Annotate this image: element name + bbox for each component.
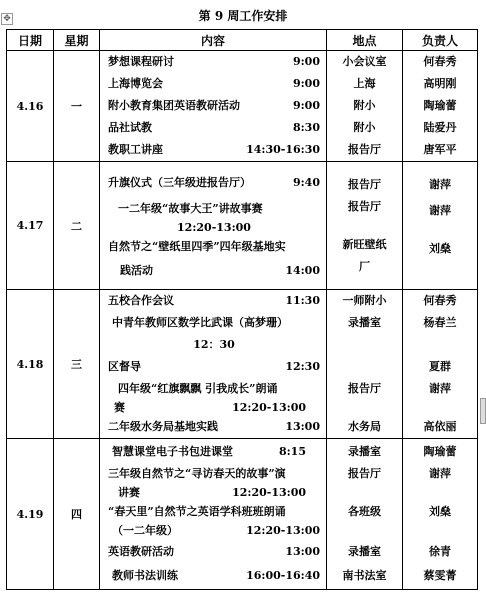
- header-place: 地点: [327, 30, 403, 51]
- list-item: 赛 12:20-13:00: [114, 401, 306, 414]
- list-item: 教师书法训练 16:00-16:40: [112, 569, 320, 582]
- list-item: “春天里”自然节之英语学科班班朗诵: [108, 505, 286, 518]
- list-item: 三年级自然节之“寻访春天的故事”演: [108, 467, 286, 480]
- list-item: 二年级水务局基地实践 13:00: [108, 420, 320, 433]
- schedule-table: [6, 29, 478, 590]
- person-cell: 谢萍 谢萍 刘燊: [403, 162, 478, 290]
- list-item: 四年级“红旗飘飘 引我成长”朗诵: [118, 382, 278, 395]
- content-cell: [100, 162, 327, 290]
- day-row-4-16: [7, 51, 478, 162]
- day-row-4-17: [7, 162, 478, 290]
- list-item: 12:20-13:00: [177, 220, 251, 234]
- weekday-cell: 三: [54, 290, 100, 439]
- list-item: 品社试教 8:30: [108, 121, 320, 134]
- header-person: 负责人: [403, 30, 478, 51]
- list-item: 12：30: [193, 338, 235, 351]
- date-cell: 4.19: [7, 439, 54, 590]
- place-cell: 小会议室 上海 附小 附小 报告厅: [327, 51, 403, 162]
- side-resize-handle[interactable]: [480, 398, 486, 424]
- header-weekday: 星期: [54, 30, 100, 51]
- list-item: 升旗仪式（三年级进报告厅） 9:40: [108, 175, 320, 189]
- person-cell: 陶瑜蕾 谢萍 刘燊 徐青 蔡雯菁: [403, 439, 478, 590]
- list-item: 智慧课堂电子书包进课堂 8:15: [112, 445, 306, 458]
- header-row: [7, 30, 478, 51]
- list-item: 践活动 14:00: [120, 263, 320, 277]
- content-cell: [100, 290, 327, 439]
- date-cell: 4.16: [7, 51, 54, 162]
- list-item: 英语教研活动 13:00: [108, 545, 320, 558]
- person-cell: 何春秀 杨春兰 夏群 谢萍 高依丽: [403, 290, 478, 439]
- list-item: 梦想课程研讨 9:00: [108, 55, 320, 68]
- list-item: 教职工讲座 14:30-16:30: [108, 143, 320, 156]
- date-cell: 4.17: [7, 162, 54, 290]
- place-cell: 报告厅 报告厅 新旺壁纸 厂: [327, 162, 403, 290]
- date-cell: 4.18: [7, 290, 54, 439]
- header-content: 内容: [100, 30, 327, 51]
- list-item: 区督导 12:30: [108, 360, 320, 373]
- person-cell: 何春秀 高明刚 陶瑜蕾 陆爱丹 唐军平: [403, 51, 478, 162]
- weekday-cell: 二: [54, 162, 100, 290]
- table-move-handle[interactable]: ✥: [1, 13, 13, 25]
- weekday-cell: 四: [54, 439, 100, 590]
- list-item: （一二年级） 12:20-13:00: [112, 524, 320, 537]
- list-item: 一二年级“故事大王”讲故事赛: [118, 201, 263, 215]
- list-item: 自然节之“壁纸里四季”四年级基地实: [108, 239, 286, 253]
- day-row-4-19: [7, 439, 478, 590]
- place-cell: 录播室 报告厅 各班级 录播室 南书法室: [327, 439, 403, 590]
- day-row-4-18: [7, 290, 478, 439]
- content-cell: [100, 51, 327, 162]
- content-cell: [100, 439, 327, 590]
- list-item: 附小教育集团英语教研活动 9:00: [108, 99, 320, 112]
- list-item: 上海博览会 9:00: [108, 77, 320, 90]
- list-item: 五校合作会议 11:30: [108, 294, 320, 307]
- place-cell: 一师附小 录播室 报告厅 水务局: [327, 290, 403, 439]
- page-title: 第 9 周工作安排: [198, 9, 288, 23]
- header-date: 日期: [7, 30, 54, 51]
- list-item: 讲赛 12:20-13:00: [118, 486, 306, 499]
- weekday-cell: 一: [54, 51, 100, 162]
- list-item: 中青年教师区数学比武课（高梦珊）: [112, 316, 288, 329]
